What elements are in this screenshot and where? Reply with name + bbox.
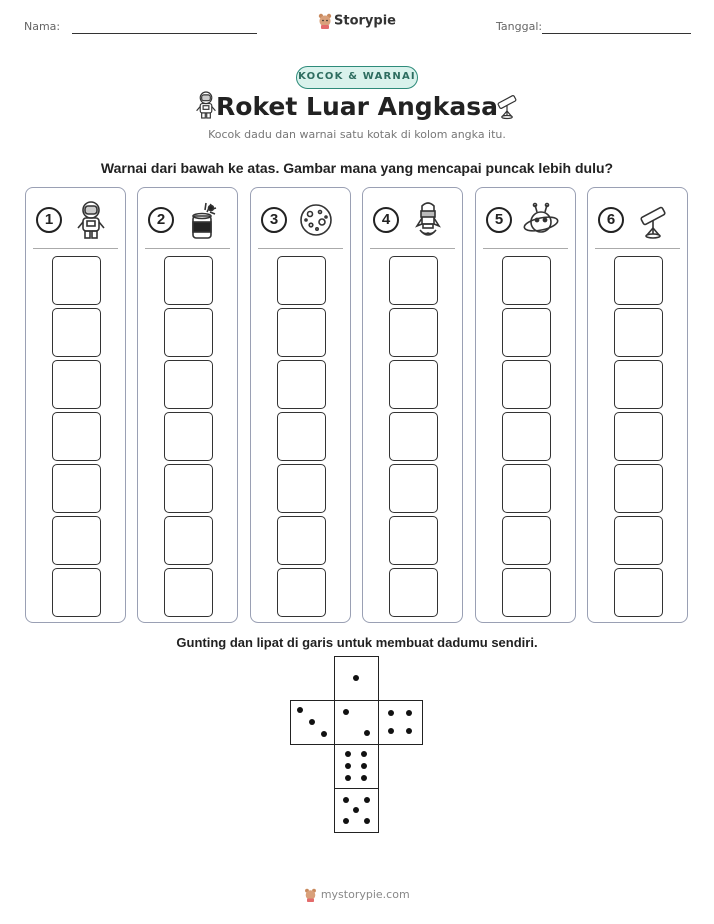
die-pip xyxy=(343,818,349,824)
die-face xyxy=(334,700,379,745)
color-box[interactable] xyxy=(614,464,663,513)
footer xyxy=(0,888,714,902)
color-box[interactable] xyxy=(277,412,326,461)
name-label: Nama: xyxy=(24,20,61,33)
dice-column-4 xyxy=(362,187,463,623)
die-pip xyxy=(361,775,367,781)
color-box[interactable] xyxy=(52,412,101,461)
die-pip xyxy=(321,731,327,737)
color-box[interactable] xyxy=(52,516,101,565)
activity-badge: KOCOK & WARNAI xyxy=(296,66,418,89)
moon-icon xyxy=(298,200,334,240)
die-pip xyxy=(406,710,412,716)
ufo-icon xyxy=(523,200,559,240)
coloring-instruction: Warnai dari bawah ke atas. Gambar mana yang mencapai puncak lebih dulu? xyxy=(100,160,614,176)
die-face xyxy=(378,700,423,745)
color-box[interactable] xyxy=(164,256,213,305)
die-pip xyxy=(364,818,370,824)
telescope-icon xyxy=(635,200,671,240)
page-title: Roket Luar Angkasa xyxy=(216,92,498,121)
dice-column-1 xyxy=(25,187,126,623)
color-box[interactable] xyxy=(614,308,663,357)
color-box[interactable] xyxy=(389,412,438,461)
color-box[interactable] xyxy=(502,568,551,617)
column-divider xyxy=(370,248,455,249)
dice-column-6 xyxy=(587,187,688,623)
die-pip xyxy=(343,797,349,803)
color-box[interactable] xyxy=(502,360,551,409)
column-number: 2 xyxy=(148,207,174,233)
column-number: 1 xyxy=(36,207,62,233)
color-box[interactable] xyxy=(52,256,101,305)
column-divider xyxy=(145,248,230,249)
die-face xyxy=(290,700,335,745)
cut-instruction: Gunting dan lipat di garis untuk membuat dadumu sendiri. xyxy=(176,635,538,650)
astronaut-icon xyxy=(73,200,109,240)
die-pip xyxy=(388,710,394,716)
color-box[interactable] xyxy=(502,256,551,305)
color-box[interactable] xyxy=(277,568,326,617)
column-divider xyxy=(483,248,568,249)
die-face xyxy=(334,744,379,789)
color-box[interactable] xyxy=(277,464,326,513)
column-number: 5 xyxy=(486,207,512,233)
brand-name: Storypie xyxy=(334,13,396,29)
die-pip xyxy=(343,709,349,715)
color-box[interactable] xyxy=(614,360,663,409)
dice-column-2 xyxy=(137,187,238,623)
color-box[interactable] xyxy=(52,464,101,513)
dice-column-5 xyxy=(475,187,576,623)
date-line xyxy=(542,33,691,34)
bear-icon xyxy=(318,13,332,29)
color-box[interactable] xyxy=(502,464,551,513)
color-box[interactable] xyxy=(502,516,551,565)
color-box[interactable] xyxy=(164,568,213,617)
column-divider xyxy=(258,248,343,249)
column-number: 3 xyxy=(261,207,287,233)
die-pip xyxy=(406,728,412,734)
die-pip xyxy=(345,763,351,769)
column-divider xyxy=(595,248,680,249)
telescope-icon xyxy=(491,90,523,120)
die-pip xyxy=(353,807,359,813)
color-box[interactable] xyxy=(52,308,101,357)
color-box[interactable] xyxy=(389,516,438,565)
page-subtitle: Kocok dadu dan warnai satu kotak di kolom angka itu. xyxy=(208,128,506,141)
die-pip xyxy=(309,719,315,725)
color-box[interactable] xyxy=(502,308,551,357)
color-box[interactable] xyxy=(502,412,551,461)
column-number: 4 xyxy=(373,207,399,233)
column-divider xyxy=(33,248,118,249)
die-pip xyxy=(364,797,370,803)
die-face xyxy=(334,656,379,701)
name-line xyxy=(72,33,257,34)
color-box[interactable] xyxy=(277,256,326,305)
footer-url: mystorypie.com xyxy=(320,888,410,901)
color-box[interactable] xyxy=(164,360,213,409)
color-box[interactable] xyxy=(389,308,438,357)
color-box[interactable] xyxy=(614,256,663,305)
rocket-icon xyxy=(410,200,446,240)
soda-can-icon xyxy=(185,200,221,240)
color-box[interactable] xyxy=(389,360,438,409)
die-pip xyxy=(345,751,351,757)
color-box[interactable] xyxy=(52,568,101,617)
color-box[interactable] xyxy=(614,568,663,617)
color-box[interactable] xyxy=(164,412,213,461)
die-pip xyxy=(345,775,351,781)
color-box[interactable] xyxy=(614,516,663,565)
dice-column-3 xyxy=(250,187,351,623)
color-box[interactable] xyxy=(164,308,213,357)
color-box[interactable] xyxy=(164,464,213,513)
die-face xyxy=(334,788,379,833)
die-pip xyxy=(361,751,367,757)
die-pip xyxy=(353,675,359,681)
color-box[interactable] xyxy=(277,516,326,565)
die-pip xyxy=(388,728,394,734)
color-box[interactable] xyxy=(277,360,326,409)
bear-icon xyxy=(304,888,317,902)
color-box[interactable] xyxy=(389,256,438,305)
die-pip xyxy=(297,707,303,713)
color-box[interactable] xyxy=(277,308,326,357)
color-box[interactable] xyxy=(389,568,438,617)
die-pip xyxy=(361,763,367,769)
date-label: Tanggal: xyxy=(496,20,543,33)
die-pip xyxy=(364,730,370,736)
color-box[interactable] xyxy=(614,412,663,461)
brand-logo xyxy=(0,13,714,29)
color-box[interactable] xyxy=(52,360,101,409)
column-number: 6 xyxy=(598,207,624,233)
color-box[interactable] xyxy=(164,516,213,565)
color-box[interactable] xyxy=(389,464,438,513)
